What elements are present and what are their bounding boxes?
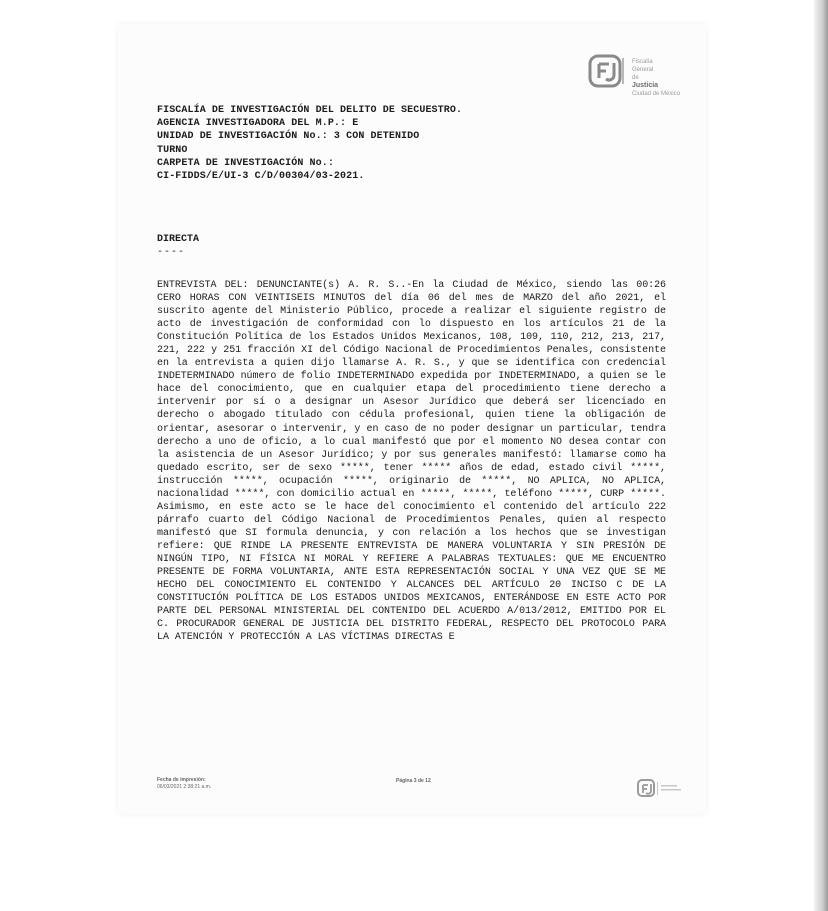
header-line: UNIDAD DE INVESTIGACIÓN No.: 3 CON DETENIDO <box>157 131 420 143</box>
print-date-label: Fecha de impresión: <box>157 777 206 783</box>
logo-line-1: Fiscalía <box>632 59 653 65</box>
logo-line-3: de <box>632 75 639 81</box>
section-title: DIRECTA <box>157 234 200 245</box>
document-header <box>157 104 577 183</box>
header-line: TURNO <box>157 144 188 156</box>
header-line: FISCALÍA DE INVESTIGACIÓN DEL DELITO DE SECUESTRO. <box>157 105 463 116</box>
header-line: CARPETA DE INVESTIGACIÓN No.: <box>157 157 334 169</box>
fgj-logo <box>588 54 688 97</box>
print-date-block <box>157 777 211 791</box>
logo-line-2: General <box>632 67 654 73</box>
section-separator: ---- <box>157 247 186 258</box>
logo-line-5: Ciudad de México <box>632 91 681 97</box>
footer-logo-icon <box>637 779 687 799</box>
logo-text <box>632 58 688 98</box>
interview-paragraph: ENTREVISTA DEL: DENUNCIANTE(s) A. R. S..-En la Ciudad de México, siendo las 00:26 CERO HORAS CON VEINTISEIS MINUTOS del día 06 del mes de MARZO del año 2021, el suscrito agente del Ministerio Público, procede a realizar el siguiente registro de acto de investigación de conformidad con lo dispuesto en los artículos 21 de la Constitución Política de los Estados Unidos Mexicanos, 108, 109, 110, 212, 213, 217, 221, 222 y 251 fracción XI del Código Nacional de Procedimientos Penales, consistente en la entrevista a quien dijo llamarse A. R. S., y que se identifica con credencial INDETERMINADO número de folio INDETERMINADO expedida por INDETERMINADO, a quien se le hace del conocimiento, que en cualquier etapa del procedimiento tiene derecho a intervenir por sí o a designar un Asesor Jurídico que deberá ser licenciado en derecho o abogado titulado con cédula profesional, quien tiene la obligación de orientar, asesorar o intervenir, y en caso de no poder designar un particular, tendra derecho a uno de oficio, a lo cual manifestó que por el momento NO desea contar con la asistencia de un Asesor Jurídico; y por sus generales manifestó: llamarse como ha quedado escrito, ser de sexo *****, tener ***** años de edad, estado civil *****, instrucción *****, ocupación *****, originario de *****, NO APLICA, NO APLICA, nacionalidad *****, con domicilio actual en *****, *****, teléfono *****, CURP *****. Asimismo, en este acto se le hace del conocimiento el contenido del artículo 222 párrafo cuarto del Código Nacional de Procedimientos Penales, quien al respecto manifestó que SI formula denuncia, y con relación a los hechos que se investigan refiere: QUE RINDE LA PRESENTE ENTREVISTA DE MANERA VOLUNTARIA Y SIN PRESIÓN DE NINGÚN TIPO, NI FÍSICA NI MORAL Y REFIERE A PALABRAS TEXTUALES: QUE ME ENCUENTRO PRESENTE DE FORMA VOLUNTARIA, ANTE ESTA REPRESENTACIÓN SOCIAL Y UNA VEZ QUE SE ME HECHO DEL CONOCIMIENTO EL CONTENIDO Y ALCANCES DEL ARTÍCULO 20 INCISO C DE LA CONSTITUCIÓN POLÍTICA DE LOS ESTADOS UNIDOS MEXICANOS, ENTERÁNDOSE EN ESTE ACTO POR PARTE DEL PERSONAL MINISTERIAL DEL CONTENIDO DEL ACUERDO A/013/2012, EMITIDO POR EL C. PROCURADOR GENERAL DE JUSTICIA DEL DISTRITO FEDERAL, RESPECTO DEL PROTOCOLO PARA LA ATENCIÓN Y PROTECCIÓN A LAS VÍCTIMAS DIRECTAS E <box>157 280 666 644</box>
header-line: CI-FIDDS/E/UI-3 C/D/00304/03-2021. <box>157 171 365 183</box>
header-line: AGENCIA INVESTIGADORA DEL M.P.: E <box>157 118 359 130</box>
page-number: Página 3 de 12 <box>396 778 431 784</box>
fgj-logo-icon <box>588 54 628 90</box>
page-edge-shadow <box>814 0 828 911</box>
section-heading <box>157 233 199 259</box>
logo-line-4: Justicia <box>632 82 659 89</box>
print-date-value: 06/03/2021 2:38:21 a.m. <box>157 784 212 790</box>
